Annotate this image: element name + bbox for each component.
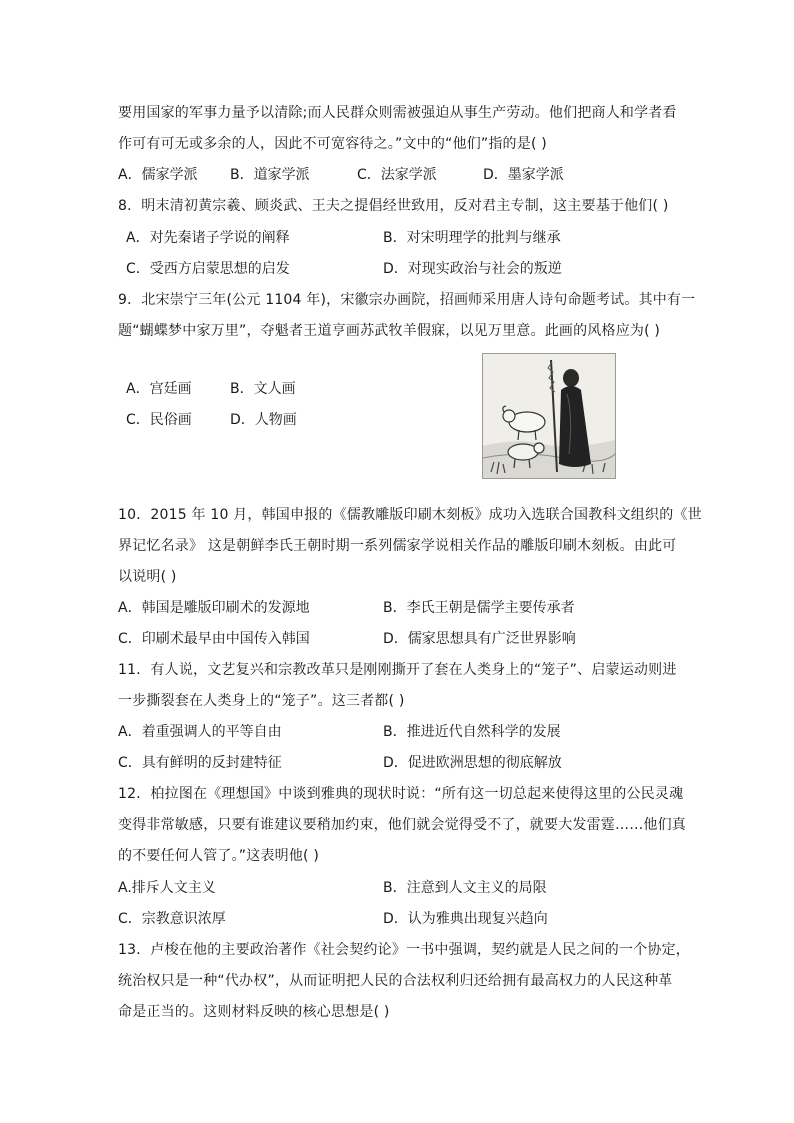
q10-option-a: A．韩国是雕版印刷术的发源地: [118, 600, 310, 616]
q12-text-line-3: 的不要任何人管了。”这表明他( ): [118, 848, 320, 864]
q8-text-line-1: 8．明末清初黄宗羲、顾炎武、王夫之提倡经世致用，反对君主专制，这主要基于他们( ): [118, 198, 669, 214]
q9-option-a: A．宫廷画: [126, 381, 192, 397]
q13-text-line-2: 统治权只是一种“代办权”，从而证明把人民的合法权利归还给拥有最高权力的人民这种革: [118, 973, 673, 989]
q11-text-line-2: 一步撕裂套在人类身上的“笼子”。这三者都( ): [118, 693, 405, 709]
q9-text-line-1: 9．北宋崇宁三年(公元 1104 年)，宋徽宗办画院，招画师采用唐人诗句命题考试。其中有一: [118, 292, 696, 308]
q10-option-c: C．印刷术最早由中国传入韩国: [118, 631, 310, 647]
q8-option-d: D．对现实政治与社会的叛逆: [383, 261, 562, 277]
q9-option-c: C．民俗画: [126, 412, 192, 428]
q9-option-d: D．人物画: [230, 412, 297, 428]
q12-text-line-2: 变得非常敏感，只要有谁建议要稍加约束，他们就会觉得受不了，就要大发雷霆……他们真: [118, 817, 686, 833]
su-wu-shepherd-painting-icon: [483, 354, 615, 478]
q10-option-d: D．儒家思想具有广泛世界影响: [383, 631, 576, 647]
q9-option-b: B．文人画: [230, 381, 296, 397]
q8-option-a: A．对先秦诸子学说的阐释: [126, 230, 290, 246]
q7-option-b: B．道家学派: [230, 167, 310, 183]
su-wu-painting-image: [482, 353, 616, 479]
q13-text-line-3: 命是正当的。这则材料反映的核心思想是( ): [118, 1004, 390, 1020]
q11-text-line-1: 11．有人说，文艺复兴和宗教改革只是刚刚撕开了套在人类身上的“笼子”、启蒙运动则进: [118, 662, 677, 678]
q11-option-b: B．推进近代自然科学的发展: [383, 724, 561, 740]
q7-text-line-2: 作可有可无或多余的人，因此不可宽容待之。”文中的“他们”指的是( ): [118, 136, 547, 152]
q10-text-line-2: 界记忆名录》 这是朝鲜李氏王朝时期一系列儒家学说相关作品的雕版印刷木刻板。由此可: [118, 538, 677, 554]
q12-option-b: B．注意到人文主义的局限: [383, 880, 547, 896]
q10-option-b: B．李氏王朝是儒学主要传承者: [383, 600, 575, 616]
q8-option-c: C．受西方启蒙思想的启发: [126, 261, 290, 277]
q10-text-line-3: 以说明( ): [118, 569, 177, 585]
q7-option-d: D．墨家学派: [483, 167, 564, 183]
q9-text-line-2: 题“蝴蝶梦中家万里”，夺魁者王道亨画苏武牧羊假寐，以见万里意。此画的风格应为( ): [118, 323, 661, 339]
q7-text-line-1: 要用国家的军事力量予以清除;而人民群众则需被强迫从事生产劳动。他们把商人和学者看: [118, 105, 677, 121]
q12-option-a: A.排斥人文主义: [118, 880, 216, 896]
q11-option-d: D．促进欧洲思想的彻底解放: [383, 755, 562, 771]
q8-option-b: B．对宋明理学的批判与继承: [383, 230, 561, 246]
q12-text-line-1: 12．柏拉图在《理想国》中谈到雅典的现状时说：“所有这一切总起来使得这里的公民灵魂: [118, 786, 684, 802]
q11-option-c: C．具有鲜明的反封建特征: [118, 755, 282, 771]
q7-option-c: C．法家学派: [357, 167, 437, 183]
q13-text-line-1: 13．卢梭在他的主要政治著作《社会契约论》一书中强调，契约就是人民之间的一个协定，: [118, 942, 691, 958]
q12-option-d: D．认为雅典出现复兴趋向: [383, 911, 548, 927]
q12-option-c: C．宗教意识浓厚: [118, 911, 226, 927]
q10-text-line-1: 10．2015 年 10 月，韩国申报的《儒教雕版印刷木刻板》成功入选联合国教科文组织的《世: [118, 507, 702, 523]
q11-option-a: A．着重强调人的平等自由: [118, 724, 282, 740]
q7-option-a: A．儒家学派: [118, 167, 198, 183]
